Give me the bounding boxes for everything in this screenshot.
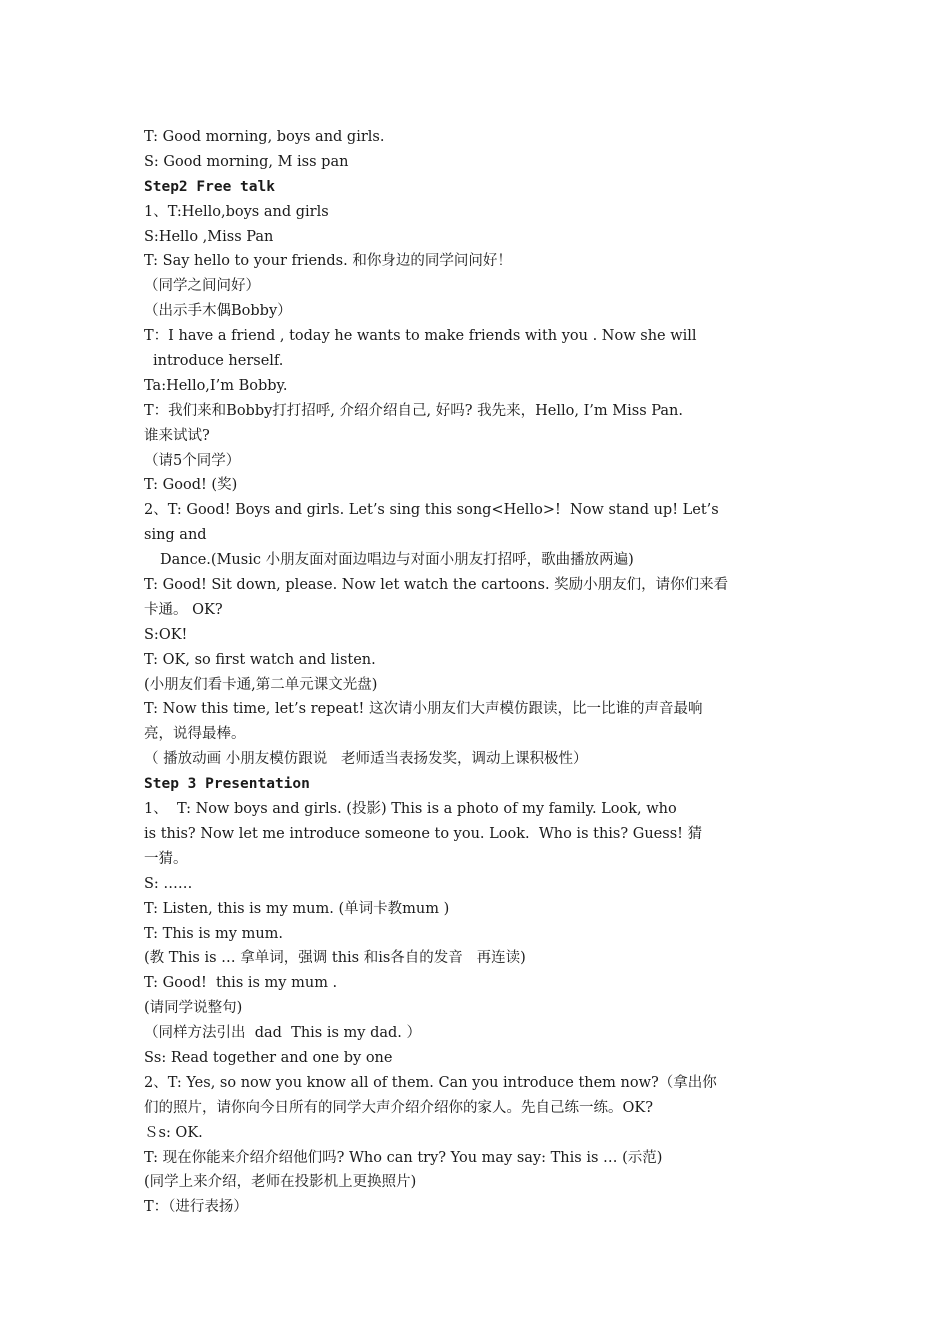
text-line: is this? Now let me introduce someone to you. Look. Who is this? Guess! 猜 [144,825,703,842]
text-line: 1、T:Hello,boys and girls [144,203,329,220]
lesson-plan-body [144,125,814,1220]
text-line: 一猜。 [144,850,188,867]
text-line: 亮，说得最棒。 [144,726,246,743]
text-line: （ 播放动画 小朋友模仿跟说 老师适当表扬发奖，调动上课积极性） [144,751,588,768]
text-line: （同学之间问好） [144,278,260,295]
text-line: (教 This is … 拿单词，强调 this 和is各自的发音 再连读) [144,950,526,967]
text-line: 1、 T: Now boys and girls. (投影) This is a photo of my family. Look, who [144,801,677,818]
text-line: T: Good! (奖) [144,477,238,494]
text-line: (请同学说整句) [144,1000,243,1017]
section-heading: Step 3 Presentation [144,776,310,793]
text-line: T: This is my mum. [144,925,284,942]
text-line: 谁来试试? [144,427,210,444]
text-line: introduce herself. [153,353,284,370]
text-line: T: Good! this is my mum . [144,975,338,992]
text-line: T: Say hello to your friends. 和你身边的同学问问好！ [144,253,512,270]
text-line: Ｓs: OK. [144,1124,203,1141]
text-line: （请5个同学） [144,452,241,469]
text-line: （出示手木偶Bobby） [144,303,292,320]
text-line: Ss: Read together and one by one [144,1049,393,1066]
text-line: 2、T: Yes, so now you know all of them. Can you introduce them now?（拿出你 [144,1074,717,1091]
text-line: T：I have a friend , today he wants to make friends with you . Now she will [144,328,697,345]
text-line: S: Good morning, M iss pan [144,153,349,170]
text-line: (同学上来介绍，老师在投影机上更换照片) [144,1174,417,1191]
text-line: T: Listen, this is my mum. (单词卡教mum ) [144,900,450,917]
text-line: T: Now this time, let’s repeat! 这次请小朋友们大声模仿跟读，比一比谁的声音最响 [144,701,703,718]
text-line: T: Good morning, boys and girls. [144,129,385,145]
text-line: (小朋友们看卡通,第二单元课文光盘) [144,676,378,693]
text-line: 们的照片，请你向今日所有的同学大声介绍介绍你的家人。先自己练一练。OK? [144,1099,653,1116]
text-line: Dance.(Music 小朋友面对面边唱边与对面小朋友打招呼，歌曲播放两遍) [160,552,634,569]
text-line: （同样方法引出 dad This is my dad. ） [144,1025,422,1042]
text-line: S:Hello ,Miss Pan [144,228,274,245]
text-line: 2、T: Good! Boys and girls. Let’s sing this song<Hello>! Now stand up! Let’s [144,502,719,519]
text-line: S: …… [144,875,193,892]
section-heading: Step2 Free talk [144,178,275,195]
text-line: T: OK, so first watch and listen. [144,651,376,668]
text-line: T：我们来和Bobby打打招呼, 介绍介绍自己, 好吗? 我先来，Hello, I’m Miss Pan. [144,402,683,419]
text-line: sing and [144,527,207,544]
text-line: Ta:Hello,I’m Bobby. [144,377,288,394]
text-line: 卡通。 OK? [144,601,223,618]
text-line: S:OK! [144,626,188,643]
text-line: T: Good! Sit down, please. Now let watch the cartoons. 奖励小朋友们，请你们来看 [144,577,729,594]
text-line: T: 现在你能来介绍介绍他们吗? Who can try? You may say: This is … (示范) [144,1149,663,1166]
text-line: T：（进行表扬） [144,1199,248,1216]
